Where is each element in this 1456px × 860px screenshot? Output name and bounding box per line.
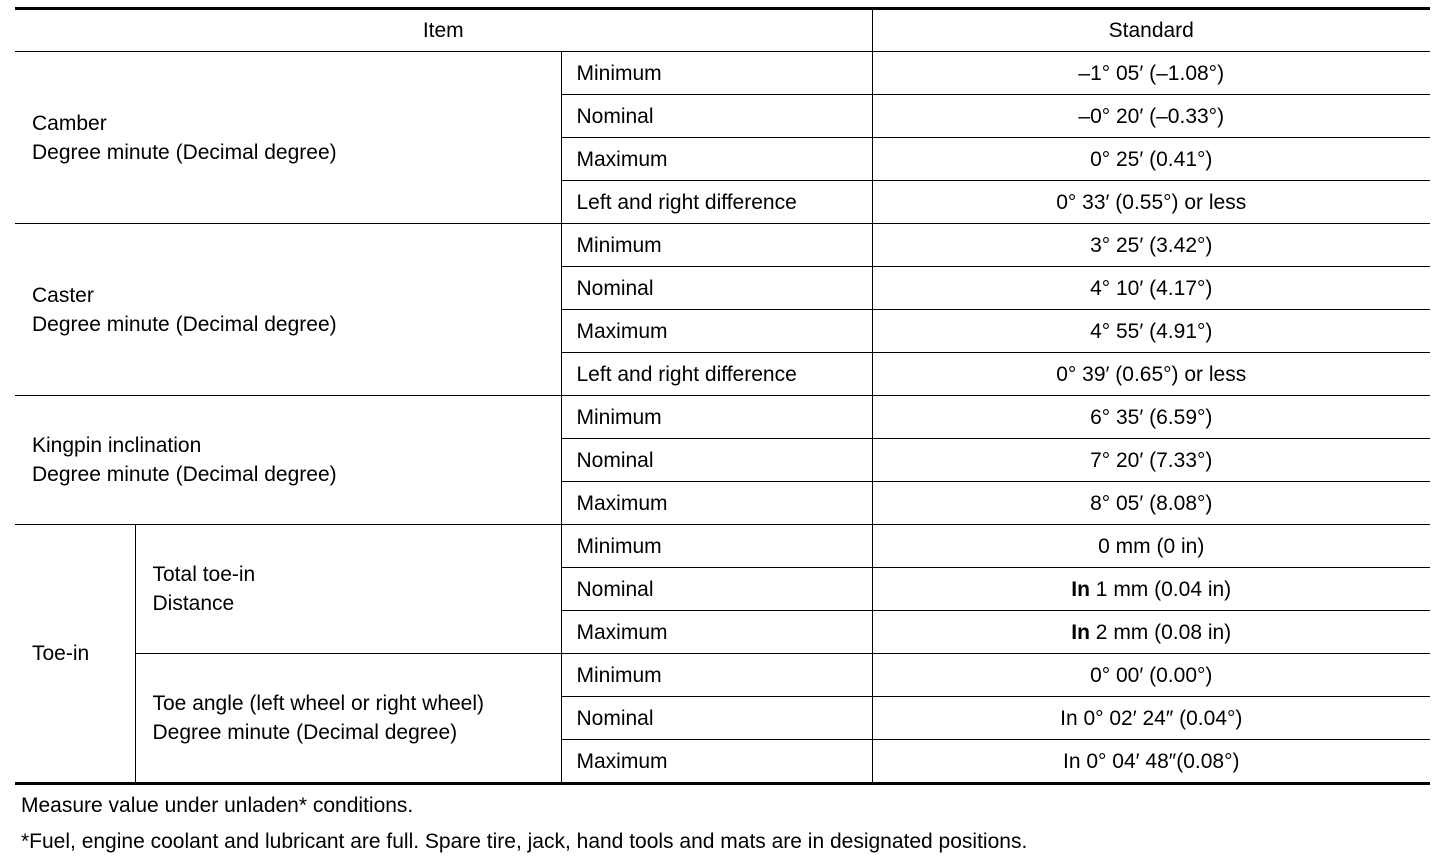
camber-maximum-value: 0° 25′ (0.41°) <box>872 138 1430 181</box>
toe-angle-maximum-value: In 0° 04′ 48″(0.08°) <box>872 740 1430 784</box>
header-standard: Standard <box>872 9 1430 52</box>
wheel-alignment-spec-table <box>15 7 1430 785</box>
toe-angle-cell <box>135 654 561 784</box>
kingpin-maximum-label: Maximum <box>561 482 872 525</box>
note-measure-condition: Measure value under unladen* conditions. <box>21 794 414 817</box>
camber-item-cell <box>15 52 561 224</box>
footnotes <box>21 788 1027 860</box>
table-row <box>15 52 1430 95</box>
kingpin-title: Kingpin inclination <box>32 434 202 457</box>
caster-minimum-value: 3° 25′ (3.42°) <box>872 224 1430 267</box>
caster-title: Caster <box>32 283 94 307</box>
total-toe-in-maximum-label: Maximum <box>561 611 872 654</box>
caster-difference-label: Left and right difference <box>561 353 872 396</box>
total-toe-in-title: Total toe-in <box>152 563 256 586</box>
toe-angle-nominal-label: Nominal <box>561 697 872 740</box>
caster-minimum-label: Minimum <box>561 224 872 267</box>
camber-nominal-label: Nominal <box>561 95 872 138</box>
toe-angle-unit: Degree minute (Decimal degree) <box>152 721 458 744</box>
kingpin-nominal-value: 7° 20′ (7.33°) <box>872 439 1430 482</box>
caster-maximum-value: 4° 55′ (4.91°) <box>872 310 1430 353</box>
table-row <box>15 224 1430 267</box>
camber-minimum-label: Minimum <box>561 52 872 95</box>
kingpin-item-cell <box>15 396 561 525</box>
total-toe-in-nominal-value-cell <box>872 568 1430 611</box>
camber-minimum-value: –1° 05′ (–1.08°) <box>872 52 1430 95</box>
total-toe-in-unit: Distance <box>152 592 235 615</box>
caster-maximum-label: Maximum <box>561 310 872 353</box>
table-row <box>15 525 1430 568</box>
toe-angle-nominal-value: In 0° 02′ 24″ (0.04°) <box>872 697 1430 740</box>
total-toe-in-minimum-label: Minimum <box>561 525 872 568</box>
toe-angle-maximum-label: Maximum <box>561 740 872 784</box>
total-toe-in-cell <box>135 525 561 654</box>
total-toe-in-nominal-label: Nominal <box>561 568 872 611</box>
total-toe-in-nominal-prefix: In <box>1071 577 1090 601</box>
toe-in-item-cell: Toe-in <box>15 525 135 784</box>
total-toe-in-maximum-prefix: In <box>1071 620 1090 644</box>
total-toe-in-maximum-value-cell <box>872 611 1430 654</box>
note-unladen-definition: *Fuel, engine coolant and lubricant are full. Spare tire, jack, hand tools and mats are in designated positions. <box>21 830 1028 853</box>
total-toe-in-nominal-value: 1 mm (0.04 in) <box>1089 577 1232 601</box>
table-row <box>15 654 1430 697</box>
kingpin-minimum-value: 6° 35′ (6.59°) <box>872 396 1430 439</box>
total-toe-in-minimum-value: 0 mm (0 in) <box>872 525 1430 568</box>
caster-difference-value: 0° 39′ (0.65°) or less <box>872 353 1430 396</box>
kingpin-unit: Degree minute (Decimal degree) <box>32 463 337 486</box>
camber-difference-value: 0° 33′ (0.55°) or less <box>872 181 1430 224</box>
kingpin-maximum-value: 8° 05′ (8.08°) <box>872 482 1430 525</box>
total-toe-in-maximum-value: 2 mm (0.08 in) <box>1089 620 1232 644</box>
camber-difference-label: Left and right difference <box>561 181 872 224</box>
kingpin-minimum-label: Minimum <box>561 396 872 439</box>
header-item: Item <box>15 9 872 52</box>
caster-nominal-label: Nominal <box>561 267 872 310</box>
caster-item-cell <box>15 224 561 396</box>
toe-angle-minimum-value: 0° 00′ (0.00°) <box>872 654 1430 697</box>
toe-angle-minimum-label: Minimum <box>561 654 872 697</box>
camber-unit: Degree minute (Decimal degree) <box>32 140 337 164</box>
camber-maximum-label: Maximum <box>561 138 872 181</box>
camber-title: Camber <box>32 111 107 135</box>
kingpin-nominal-label: Nominal <box>561 439 872 482</box>
camber-nominal-value: –0° 20′ (–0.33°) <box>872 95 1430 138</box>
table-header-row <box>15 9 1430 52</box>
toe-angle-title: Toe angle (left wheel or right wheel) <box>152 692 485 715</box>
caster-nominal-value: 4° 10′ (4.17°) <box>872 267 1430 310</box>
caster-unit: Degree minute (Decimal degree) <box>32 312 337 336</box>
table-row <box>15 396 1430 439</box>
